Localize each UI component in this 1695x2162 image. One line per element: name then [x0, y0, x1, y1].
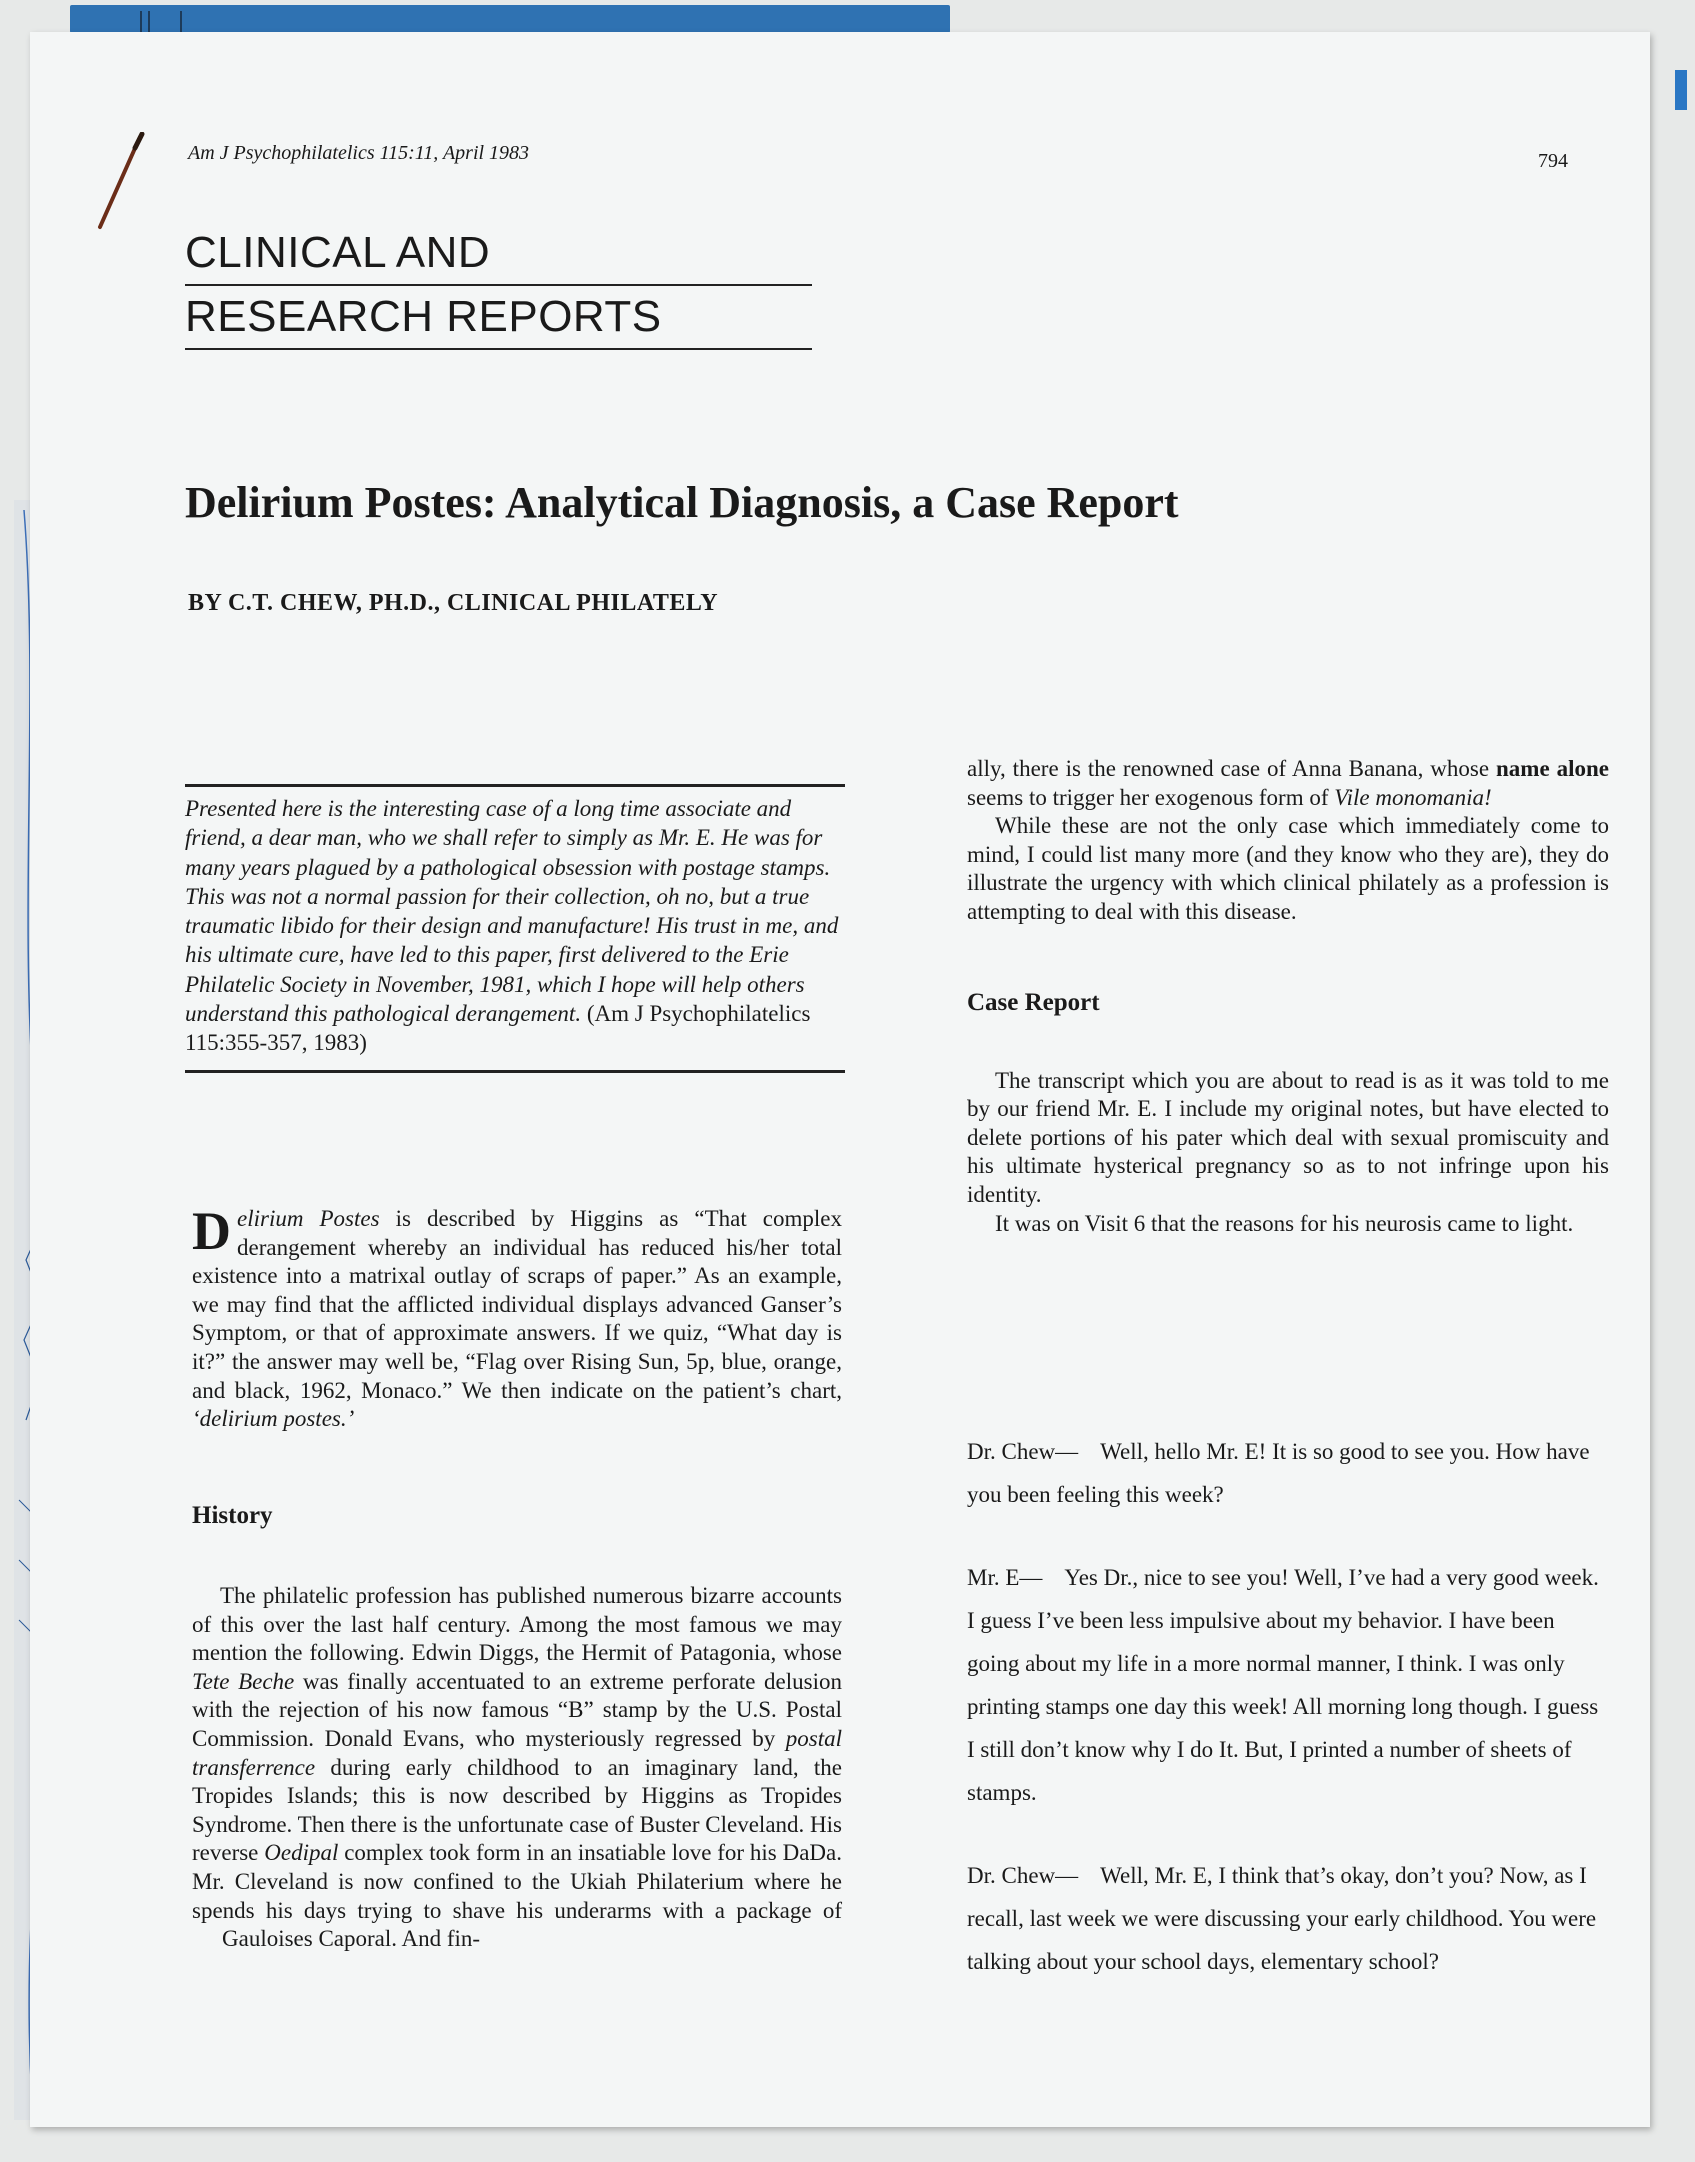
abstract [185, 784, 845, 1073]
dialogue [967, 1430, 1609, 1983]
page-number: 794 [1538, 150, 1568, 172]
intro-text: is described by Higgins as “That complex derangement whereby an individual has reduced his/her total existence into a matrixal outlay of scraps of paper.” As an example, we may find that the afflicted individual displays advanced Ganser’s Symptom, or that of approximate answers. If we quiz, “What day is it?” the answer may well be, “Flag over Rising Sun, 5p, blue, orange, and black, 1962, Monaco.” We then indicate on the patient’s chart, [192, 1206, 842, 1403]
continued-italic: Vile monomania! [1334, 784, 1492, 810]
history-text: . And fin- [391, 1926, 481, 1952]
drop-cap: D [192, 1201, 231, 1261]
history-italic: postal transferrence [192, 1725, 842, 1780]
history-text: complex took form in an insatiable love for his DaDa. Mr. Cleveland is now confined to the Ukiah Philaterium where he spends his days trying to shave his underarms with a package of [192, 1840, 842, 1923]
case-paragraph: It was on Visit 6 that the reasons for his neurosis came to light. [995, 1210, 1574, 1236]
dialogue-text: Well, hello Mr. E! It is so good to see you. How have you been feeling this week? [967, 1439, 1590, 1507]
dialogue-text: Well, Mr. E, I think that’s okay, don’t you? Now, as I recall, last week we were discussing your early childhood. You were talking about your school days, elementary school? [967, 1863, 1597, 1974]
continued-text: seems to trigger her exogenous form of [967, 784, 1335, 810]
case-paragraph: The transcript which you are about to read is as it was told to me by our friend Mr. E. I include my original notes, but have elected to delete portions of his pater which deal with sexual promiscuity and his ultimate hysterical pregnancy so as to not infringe upon his identity. [967, 1067, 1609, 1207]
history-italic: Tete Beche [192, 1668, 295, 1694]
dialogue-speaker: Dr. Chew— [967, 1863, 1079, 1888]
abstract-citation: (Am J Psychophilatelics 115:355-357, 1983) [185, 1001, 811, 1056]
dialogue-entry [967, 1430, 1609, 1516]
folder-tab-mark [180, 11, 182, 33]
dialogue-entry [967, 1556, 1609, 1814]
section-heading-line: CLINICAL AND [185, 222, 812, 286]
dialogue-entry [967, 1854, 1609, 1983]
history-text: Gauloises Caporal [222, 1926, 392, 1952]
abstract-text [185, 794, 845, 1058]
right-column [967, 755, 1609, 1238]
continued-text: ally, there is the renowned case of Anna Banana, whose [967, 756, 1496, 781]
running-head: Am J Psychophilatelics 115:11, April 1983 [188, 142, 530, 164]
folder-tab-mark [140, 11, 142, 33]
folder-tab [70, 5, 950, 33]
abstract-italic: Presented here is the interesting case of a long time associate and friend, a dear man, who we shall refer to simply as Mr. E. He was for many years plagued by a pathological obsession with postage stamps. This was not a normal passion for their collection, oh no, but a true traumatic libido for their design and manufacture! His trust in me, and his ultimate cure, have led to this paper, first delivered to the Erie Philatelic Society in November, 1981, which I hope will help others understand this pathological derangement. [185, 796, 839, 1027]
section-heading-line: RESEARCH REPORTS [185, 286, 812, 350]
dialogue-text: Yes Dr., nice to see you! Well, I’ve had a very good week. I guess I’ve been less impulsive about my behavior. I have been going about my life in a more normal manner, I think. I was only printing stamps one day this week! All morning long though. I guess I still don’t know why I do It. But, I printed a number of sheets of stamps. [967, 1565, 1599, 1805]
history-section [192, 1502, 842, 1954]
paragraph: While these are not the only case which immediately come to mind, I could list many more (and they know who they are), they do illustrate the urgency with which clinical philately as a profession is attempting to deal with this disease. [967, 813, 1609, 924]
edge-tab [1675, 70, 1687, 110]
section-heading [185, 222, 812, 350]
article-title: Delirium Postes: Analytical Diagnosis, a Case Report [185, 478, 1179, 527]
intro-paragraph [192, 1201, 842, 1434]
history-heading: History [192, 1502, 273, 1529]
intro-section [192, 1201, 842, 1434]
case-report-heading: Case Report [967, 988, 1100, 1016]
byline: BY C.T. CHEW, PH.D., CLINICAL PHILATELY [188, 590, 719, 616]
intro-chart-note: ‘delirium postes.’ [192, 1406, 355, 1432]
history-text: The philatelic profession has published numerous bizarre accounts of this over the last half century. Among the most famous we may mention the following. Edwin Diggs, the Hermit of Patagonia, whose [192, 1583, 842, 1666]
folder-tab-mark [148, 11, 150, 33]
continued-paragraph [967, 755, 1609, 812]
dialogue-speaker: Mr. E— [967, 1565, 1043, 1590]
history-paragraph [192, 1582, 842, 1954]
history-text: during early childhood to an imaginary land, the Tropides Islands; this is now described by Higgins as Tropides Syndrome. Then there is the unfortunate case of Buster Cleveland. His reverse [192, 1754, 842, 1866]
history-italic: Oedipal [264, 1840, 339, 1866]
continued-bold: name alone [1496, 756, 1609, 781]
pen-mark [90, 132, 150, 232]
document-page [30, 32, 1650, 2127]
intro-term: elirium Postes [237, 1206, 380, 1231]
history-text: was finally accentuated to an extreme perforate delusion with the rejection of his now famous “B” stamp by the U.S. Postal Commission. Donald Evans, who mysteriously regressed by [192, 1668, 842, 1751]
dialogue-speaker: Dr. Chew— [967, 1439, 1079, 1464]
